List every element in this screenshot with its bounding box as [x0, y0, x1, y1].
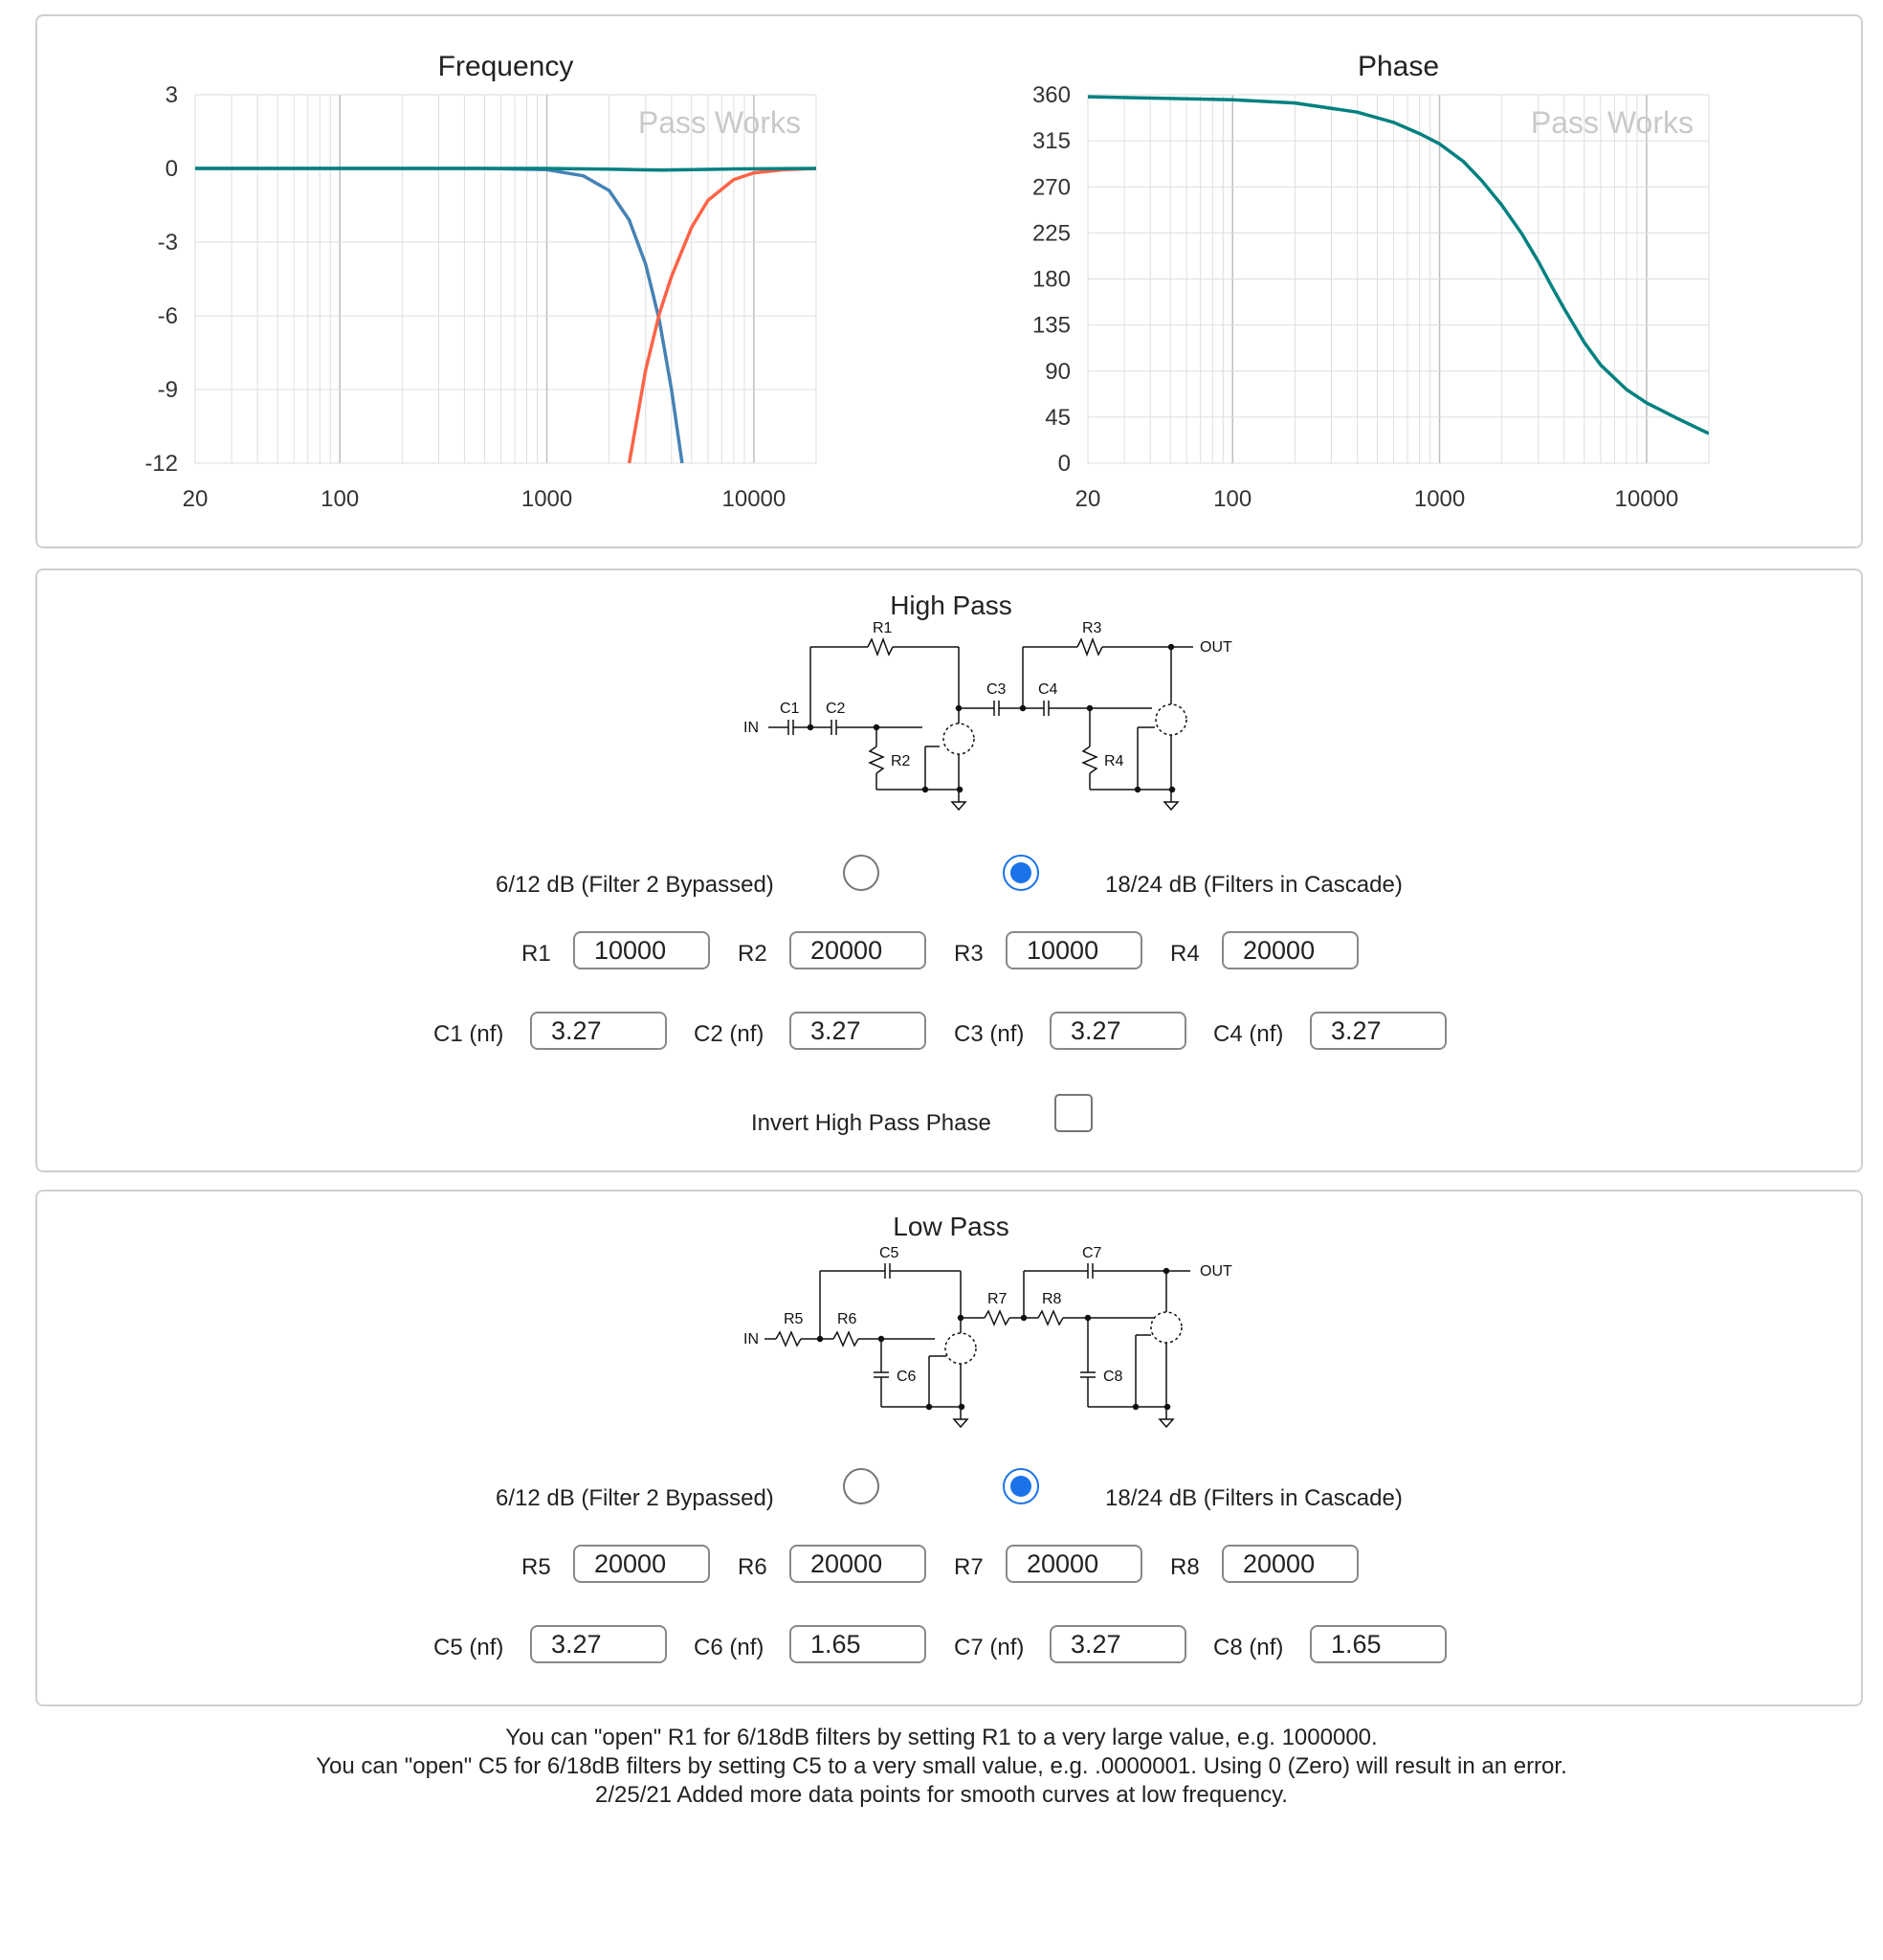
hp-c3-label: C3 (nf)	[954, 1021, 1025, 1047]
freq-y-tick: 0	[165, 156, 178, 182]
freq-y-tick: 3	[165, 82, 178, 108]
phase-chart	[946, 16, 1863, 550]
hp-out-label: OUT	[1200, 639, 1232, 656]
hp-r3-label: R3	[954, 941, 984, 967]
lp-label-r7: R7	[987, 1291, 1008, 1307]
hp-r3-input[interactable]	[1006, 931, 1142, 969]
lp-c6-input[interactable]	[789, 1625, 926, 1663]
lp-label-r5: R5	[784, 1311, 804, 1327]
low-pass-title: Low Pass	[893, 1212, 1009, 1241]
high-pass-schematic	[698, 620, 1252, 831]
lp-option-bypassed-label: 6/12 dB (Filter 2 Bypassed)	[496, 1485, 774, 1511]
lp-label-c5: C5	[879, 1245, 899, 1261]
hp-label-r3: R3	[1082, 620, 1102, 636]
phase-y-tick: 0	[1057, 451, 1071, 477]
freq-watermark: Pass Works	[637, 105, 801, 140]
phase-x-tick: 100	[1213, 486, 1252, 512]
lp-label-r6: R6	[837, 1311, 857, 1327]
hp-c1-input[interactable]	[530, 1012, 667, 1050]
lp-radio-bypassed[interactable]	[843, 1468, 879, 1504]
freq-x-tick: 1000	[521, 486, 573, 512]
lp-c6-label: C6 (nf)	[694, 1635, 764, 1660]
freq-y-tick: -6	[157, 303, 178, 329]
hp-r4-input[interactable]	[1222, 931, 1359, 969]
lp-option-cascade-label: 18/24 dB (Filters in Cascade)	[1105, 1485, 1403, 1511]
invert-phase-label: Invert High Pass Phase	[751, 1110, 991, 1136]
freq-chart-title: Frequency	[437, 51, 574, 82]
hp-c2-label: C2 (nf)	[694, 1021, 764, 1047]
lp-r5-input[interactable]	[573, 1545, 710, 1583]
freq-x-tick: 100	[321, 486, 360, 512]
hp-r1-input[interactable]	[573, 931, 710, 969]
footer-note-3: 2/25/21 Added more data points for smooth curves at low frequency.	[595, 1782, 1288, 1808]
lp-c8-label: C8 (nf)	[1213, 1635, 1284, 1660]
lp-r7-label: R7	[954, 1554, 984, 1580]
hp-r1-label: R1	[521, 941, 551, 967]
lp-c8-input[interactable]	[1310, 1625, 1447, 1663]
hp-option-cascade-label: 18/24 dB (Filters in Cascade)	[1105, 872, 1403, 898]
low-pass-panel	[35, 1190, 1863, 1706]
hp-in-label: IN	[743, 720, 759, 736]
hp-label-r4: R4	[1104, 753, 1124, 769]
phase-y-tick: 360	[1031, 82, 1071, 108]
phase-y-tick: 180	[1031, 266, 1071, 293]
lp-radio-cascade[interactable]	[1003, 1468, 1039, 1504]
phase-x-tick: 20	[1074, 486, 1101, 512]
lp-r6-input[interactable]	[789, 1545, 926, 1583]
hp-c1-label: C1 (nf)	[433, 1021, 504, 1047]
phase-y-tick: 270	[1031, 174, 1071, 201]
freq-y-tick: -9	[157, 377, 178, 403]
freq-y-tick: -12	[144, 451, 178, 477]
hp-radio-bypassed[interactable]	[843, 855, 879, 891]
lp-r7-input[interactable]	[1006, 1545, 1142, 1583]
phase-chart-title: Phase	[1357, 51, 1440, 82]
lp-label-c7: C7	[1082, 1245, 1102, 1261]
charts-panel	[35, 14, 1863, 548]
high-pass-panel	[35, 568, 1863, 1172]
lp-c5-label: C5 (nf)	[433, 1635, 504, 1660]
hp-radio-cascade[interactable]	[1003, 855, 1039, 891]
high-pass-title: High Pass	[890, 590, 1012, 620]
phase-x-tick: 10000	[1614, 486, 1679, 512]
lp-label-c6: C6	[897, 1369, 917, 1385]
lp-r6-label: R6	[738, 1554, 767, 1580]
hp-c4-label: C4 (nf)	[1213, 1021, 1284, 1047]
footer-note-2: You can "open" C5 for 6/18dB filters by setting C5 to a very small value, e.g. .0000001. Using 0 (Zero) will result in an error.	[316, 1753, 1567, 1779]
phase-series-0-line	[1088, 97, 1709, 434]
lp-c7-label: C7 (nf)	[954, 1635, 1025, 1660]
hp-label-r1: R1	[873, 620, 893, 636]
lp-c5-input[interactable]	[530, 1625, 667, 1663]
freq-x-tick: 10000	[721, 486, 786, 512]
hp-option-bypassed-label: 6/12 dB (Filter 2 Bypassed)	[496, 872, 774, 898]
hp-c2-input[interactable]	[789, 1012, 926, 1050]
phase-y-tick: 45	[1045, 404, 1071, 431]
lp-label-c8: C8	[1103, 1369, 1123, 1385]
low-pass-schematic	[698, 1241, 1252, 1433]
hp-label-c2: C2	[826, 701, 846, 717]
freq-series-2-line	[195, 168, 816, 170]
hp-r2-label: R2	[738, 941, 767, 967]
phase-y-tick: 135	[1031, 312, 1071, 339]
phase-watermark: Pass Works	[1530, 105, 1694, 140]
frequency-chart	[37, 16, 946, 550]
phase-y-tick: 315	[1031, 128, 1071, 155]
phase-y-tick: 90	[1045, 358, 1071, 385]
hp-c4-input[interactable]	[1310, 1012, 1447, 1050]
invert-phase-checkbox[interactable]	[1054, 1094, 1093, 1132]
freq-x-tick: 20	[182, 486, 209, 512]
lp-label-r8: R8	[1042, 1291, 1062, 1307]
hp-label-r2: R2	[891, 753, 911, 769]
lp-out-label: OUT	[1200, 1263, 1232, 1280]
phase-y-tick: 225	[1031, 220, 1071, 247]
lp-r8-label: R8	[1170, 1554, 1200, 1580]
footer-note-1: You can "open" R1 for 6/18dB filters by setting R1 to a very large value, e.g. 1000000.	[505, 1725, 1378, 1750]
freq-y-tick: -3	[157, 230, 178, 256]
hp-r4-label: R4	[1170, 941, 1200, 967]
hp-c3-input[interactable]	[1050, 1012, 1186, 1050]
hp-label-c1: C1	[780, 701, 800, 717]
hp-r2-input[interactable]	[789, 931, 926, 969]
phase-x-tick: 1000	[1413, 486, 1466, 512]
hp-label-c4: C4	[1038, 681, 1058, 698]
lp-r8-input[interactable]	[1222, 1545, 1359, 1583]
lp-in-label: IN	[743, 1331, 759, 1348]
lp-c7-input[interactable]	[1050, 1625, 1186, 1663]
lp-r5-label: R5	[521, 1554, 551, 1580]
hp-label-c3: C3	[986, 681, 1007, 698]
